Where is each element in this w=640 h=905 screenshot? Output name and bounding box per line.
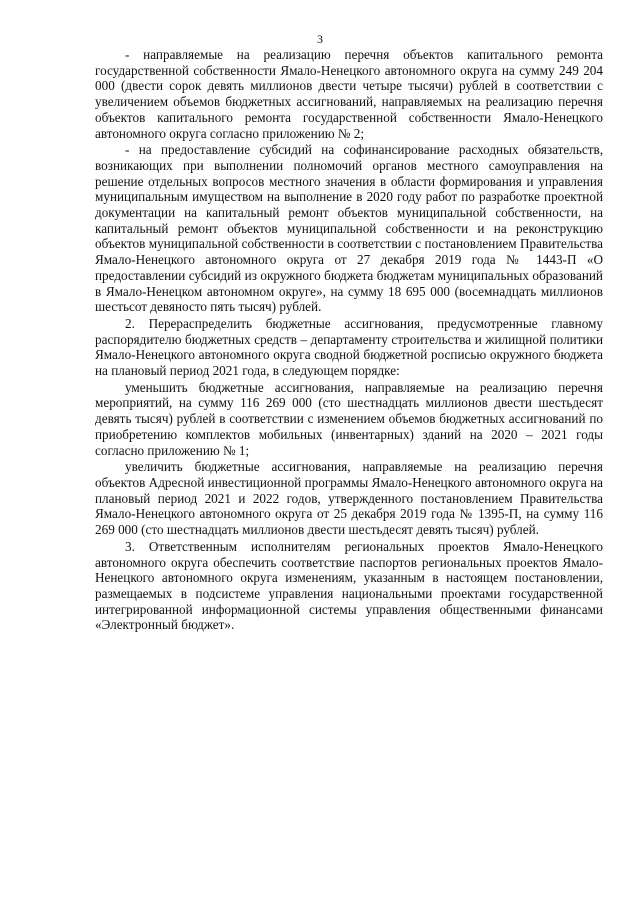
paragraph-decrease: уменьшить бюджетные ассигнования, направляемые на реализацию перечня мероприятий, на сумму 116 269 000 (сто шестнадцать миллионов двести шестьдесят девять тысяч) рублей в соответствии с изменением объемов бюджетных ассигнований по приобретению комплектов мобильных (инвентарных) зданий на 2020 – 2021 годы согласно приложению № 1; xyxy=(95,379,603,458)
paragraph-capital-repair: - направляемые на реализацию перечня объектов капитального ремонта государственной собственности Ямало-Ненецкого автономного округа на сумму 249 204 000 (двести сорок девять миллионов двести четыре тысячи) рублей в соответствии с увеличением объемов бюджетных ассигнований, направляемых на реализацию перечня объектов капитального ремонта государственной собственности Ямало-Ненецкого автономного округа согласно приложению № 2; xyxy=(95,47,603,141)
paragraph-responsible: 3. Ответственным исполнителям региональных проектов Ямало-Ненецкого автономного округа обеспечить соответствие паспортов региональных проектов Ямало-Ненецкого автономного округа изменениям, указанным в настоящем постановлении, размещаемых в подсистеме управления национальными проектами государственной интегрированной информационной системы управления общественными финансами «Электронный бюджет». xyxy=(95,538,603,633)
paragraph-increase: увеличить бюджетные ассигнования, направляемые на реализацию перечня объектов Адресной инвестиционной программы Ямало-Ненецкого автономного округа на плановый период 2021 и 2022 годов, утвержденного постановлением Правительства Ямало-Ненецкого автономного округа от 25 декабря 2019 года № 1395-П, на сумму 116 269 000 (сто шестнадцать миллионов двести шестьдесят девять тысяч) рублей. xyxy=(95,459,603,538)
paragraph-subsidies: - на предоставление субсидий на софинансирование расходных обязательств, возникающих при выполнении полномочий органов местного самоуправления на решение отдельных вопросов местного значения в области формирования и управления муниципальным имуществом на выполнение в 2020 году работ по разработке проектной документации на капитальный ремонт объектов муниципальной собственности, на капитальный ремонт объектов муниципальной собственности и на реконструкцию объектов муниципальной собственности в соответствии с постановлением Правительства Ямало-Ненецкого автономного округа от 27 декабря 2019 года № 1443-П «О предоставлении субсидий из окружного бюджета бюджетам муниципальных образований в Ямало-Ненецком автономном округе», на сумму 18 695 000 (восемнадцать миллионов шестьсот девяносто пять тысяч) рублей. xyxy=(95,142,603,315)
document-body xyxy=(95,47,603,633)
paragraph-redistribute: 2. Перераспределить бюджетные ассигнования, предусмотренные главному распорядителю бюджетных средств – департаменту строительства и жилищной политики Ямало-Ненецкого автономного округа сводной бюджетной росписью окружного бюджета на плановый период 2021 года, в следующем порядке: xyxy=(95,315,603,379)
page-number: 3 xyxy=(317,32,323,46)
